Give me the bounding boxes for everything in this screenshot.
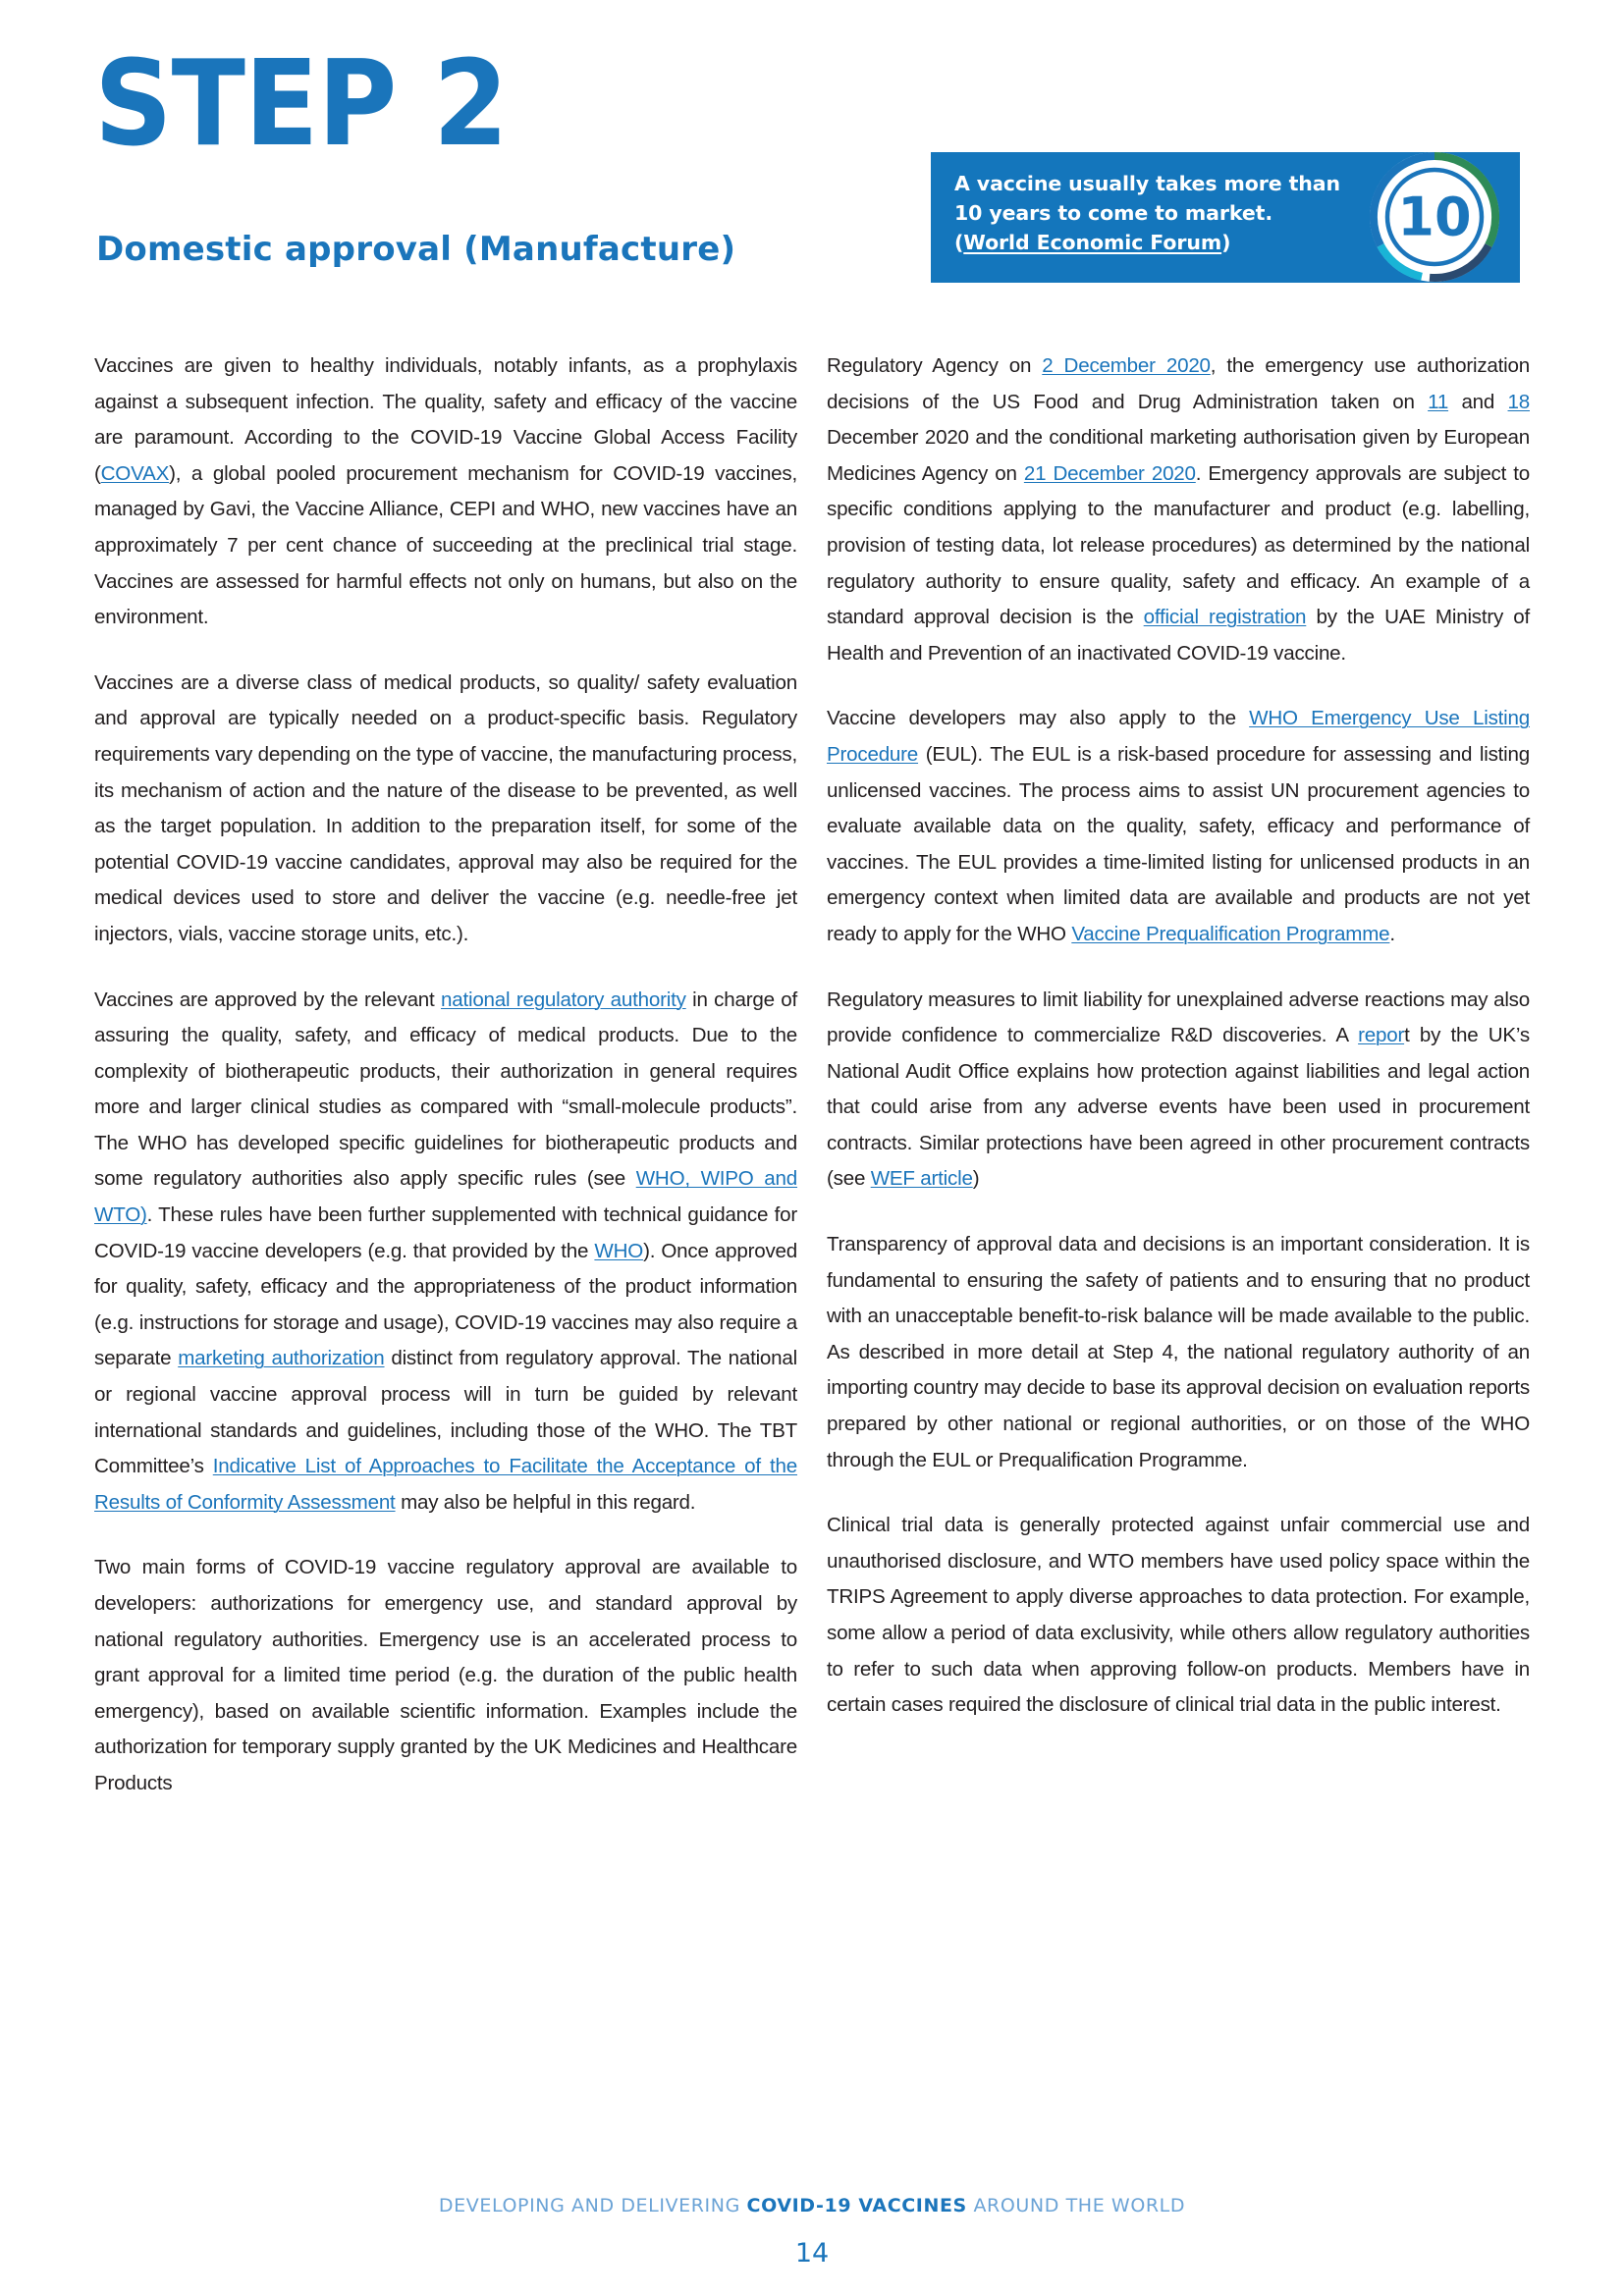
text-run: . — [1389, 922, 1395, 945]
text-run: . These rules have been further supplemented with technical guidance for COVID-19 vaccine developers (e.g. that provided by the — [94, 1203, 797, 1262]
text-run: distinct from regulatory approval. The national or regional vaccine approval process will in turn be guided by relevant international standards and guidelines, including those of the WHO. The TBT Committee’s — [94, 1347, 797, 1478]
text-run: Vaccine developers may also apply to the — [827, 707, 1250, 730]
badge-number: 10 — [1397, 186, 1472, 248]
paragraph-right-4: Transparency of approval data and decisions is an important consideration. It is fundamental to ensuring the safety of patients and to ensuring that no product with an unacceptable benefit-to-risk balance will be made available to the public. As described in more detail at Step 4, the national regulatory authority of an importing country may decide to base its approval decision on evaluation reports prepared by other national or regional authorities, or on those of the WHO through the EUL or Prequalification Programme. — [827, 1233, 1530, 1471]
fact-source-link[interactable]: World Economic Forum — [963, 231, 1222, 254]
link-who-emergency-use-listing-procedure[interactable]: WHO Emergency Use Listing Procedure — [827, 707, 1530, 766]
paragraph-right-5: Clinical trial data is generally protected against unfair commercial use and unauthorised disclosure, and WTO members have used policy space within the TRIPS Agreement to apply diverse approaches to data protection. For example, some allow a period of data exclusivity, while others allow regulatory authorities to refer to such data when approving follow-on products. Members have in certain cases required the disclosure of clinical trial data in the public interest. — [827, 1514, 1530, 1717]
body-right-column — [827, 348, 1530, 1724]
link-wef-article[interactable]: WEF article — [870, 1167, 973, 1191]
text-run: in charge of assuring the quality, safety, and efficacy of medical products. Due to the complexity of biotherapeutic products, their authorization in general requires more and larger clinical studies as compared with “small-molecule products”. The WHO has developed specific guidelines for biotherapeutic products and some regulatory authorities also apply specific rules (see — [94, 988, 797, 1191]
paragraph-right-2 — [827, 701, 1530, 952]
link-21-december-2020[interactable]: 21 December 2020 — [1023, 461, 1196, 485]
step-number-badge — [1361, 143, 1508, 291]
link-official-registration[interactable]: official registration — [1143, 606, 1307, 629]
footer-text-run: AROUND THE WORLD — [966, 2195, 1186, 2216]
text-run: ) — [972, 1167, 980, 1191]
link-vaccine-prequalification-programme[interactable]: Vaccine Prequalification Programme — [1071, 922, 1390, 945]
footer-emphasis: COVID-19 VACCINES — [746, 2195, 967, 2216]
link-national-regulatory-authority[interactable]: national regulatory authority — [441, 988, 686, 1011]
badge-ring-icon — [1361, 143, 1508, 291]
page-footer — [0, 2195, 1624, 2269]
fact-callout-box — [931, 152, 1520, 283]
text-run: and — [1448, 390, 1508, 413]
text-run: by the UAE Ministry of Health and Prevention of an inactivated COVID-19 vaccine. — [827, 606, 1530, 665]
text-run: t by the UK’s National Audit Office explains how protection against liabilities and legal action that could arise from any adverse events have been used in procurement contracts. Similar protections have been agreed in other procurement contracts (see — [827, 1024, 1530, 1191]
page-title: STEP 2 — [94, 36, 508, 173]
paragraph-left-4: Two main forms of COVID-19 vaccine regulatory approval are available to developers: authorizations for emergency use, and standard approval by national regulatory authorities. Emergency use is an accelerated process to grant approval for a limited time period (e.g. the duration of the public health emergency), based on available scientific information. Examples include the authorization for temporary supply granted by the UK Medicines and Healthcare Products — [94, 1556, 797, 1794]
fact-source-line — [954, 228, 1367, 257]
link-who-wipo-wto[interactable]: WHO, WIPO and WTO) — [94, 1167, 798, 1227]
text-run: . Emergency approvals are subject to specific conditions applying to the manufacturer and product (e.g. labelling, provision of testing data, lot release procedures) as determined by the national regulatory authority to ensure quality, safety and efficacy. An example of a standard approval decision is the — [827, 461, 1531, 629]
page-number: 14 — [794, 2238, 830, 2269]
page-header — [0, 0, 1624, 314]
link-who[interactable]: WHO — [594, 1239, 644, 1262]
link-marketing-authorization[interactable]: marketing authorization — [178, 1347, 385, 1370]
fact-line-1: A vaccine usually takes more than — [954, 172, 1341, 195]
link-2-december-2020[interactable]: 2 December 2020 — [1042, 354, 1211, 377]
text-run: Regulatory measures to limit liability for unexplained adverse reactions may also provide confidence to commercialize R&D discoveries. A — [827, 988, 1530, 1047]
text-run: December 2020 and the conditional marketing authorisation given by European Medicines Agency on — [827, 426, 1530, 485]
link-11-december[interactable]: 11 — [1428, 390, 1449, 413]
link-report[interactable]: repor — [1358, 1024, 1405, 1047]
fact-line-2: 10 years to come to market. — [954, 201, 1273, 225]
text-run: may also be helpful in this regard. — [395, 1490, 696, 1514]
link-covax[interactable]: COVAX — [100, 461, 170, 485]
link-18-december[interactable]: 18 — [1507, 390, 1530, 413]
open-paren: ( — [954, 231, 964, 254]
text-run: Regulatory Agency on — [827, 354, 1043, 377]
text-run: (EUL). The EUL is a risk-based procedure for assessing and listing unlicensed vaccines. The process aims to assist UN procurement agencies to evaluate available data on the quality, safety, efficacy and performance of vaccines. The EUL provides a time-limited listing for unlicensed products in an emergency context when limited data are available and products are not yet ready to apply for the WHO — [827, 742, 1530, 945]
footer-title — [0, 2195, 1624, 2216]
fact-text — [954, 169, 1367, 257]
paragraph-right-1 — [827, 348, 1530, 671]
text-run: ). Once approved for quality, safety, efficacy and the appropriateness of the product information (e.g. instructions for storage and usage), COVID-19 vaccines may also require a separate — [94, 1239, 797, 1370]
link-indicative-list-of-approaches[interactable]: Indicative List of Approaches to Facilitate the Acceptance of the Results of Conformity Assessment — [94, 1455, 797, 1514]
body-left-column — [94, 348, 797, 1802]
paragraph-left-3 — [94, 983, 797, 1522]
text-run: ), a global pooled procurement mechanism for COVID-19 vaccines, managed by Gavi, the Vaccine Alliance, CEPI and WHO, new vaccines have an approximately 7 per cent chance of succeeding at the preclinical trial stage. Vaccines are assessed for harmful effects not only on humans, but also on the environment. — [94, 461, 797, 629]
paragraph-left-2: Vaccines are a diverse class of medical products, so quality/ safety evaluation and approval are typically needed on a product-specific basis. Regulatory requirements vary depending on the type of vaccine, the manufacturing process, its mechanism of action and the nature of the disease to be prevented, as well as the target population. In addition to the preparation itself, for some of the potential COVID-19 vaccine candidates, approval may also be required for the medical devices used to store and deliver the vaccine (e.g. needle-free jet injectors, vials, vaccine storage units, etc.). — [94, 670, 797, 945]
page-subtitle: Domestic approval (Manufacture) — [96, 230, 736, 269]
text-run: Vaccines are approved by the relevant — [94, 988, 441, 1011]
text-run: , the emergency use authorization decisions of the US Food and Drug Administration taken on — [827, 354, 1530, 413]
footer-text-run: DEVELOPING AND DELIVERING — [438, 2195, 747, 2216]
paragraph-right-3 — [827, 983, 1530, 1199]
close-paren: ) — [1221, 231, 1231, 254]
text-run: Vaccines are given to healthy individuals, notably infants, as a prophylaxis against a subsequent infection. The quality, safety and efficacy of the vaccine are paramount. According to the COVID-19 Vaccine Global Access Facility ( — [94, 354, 797, 485]
paragraph-left-1 — [94, 348, 797, 636]
